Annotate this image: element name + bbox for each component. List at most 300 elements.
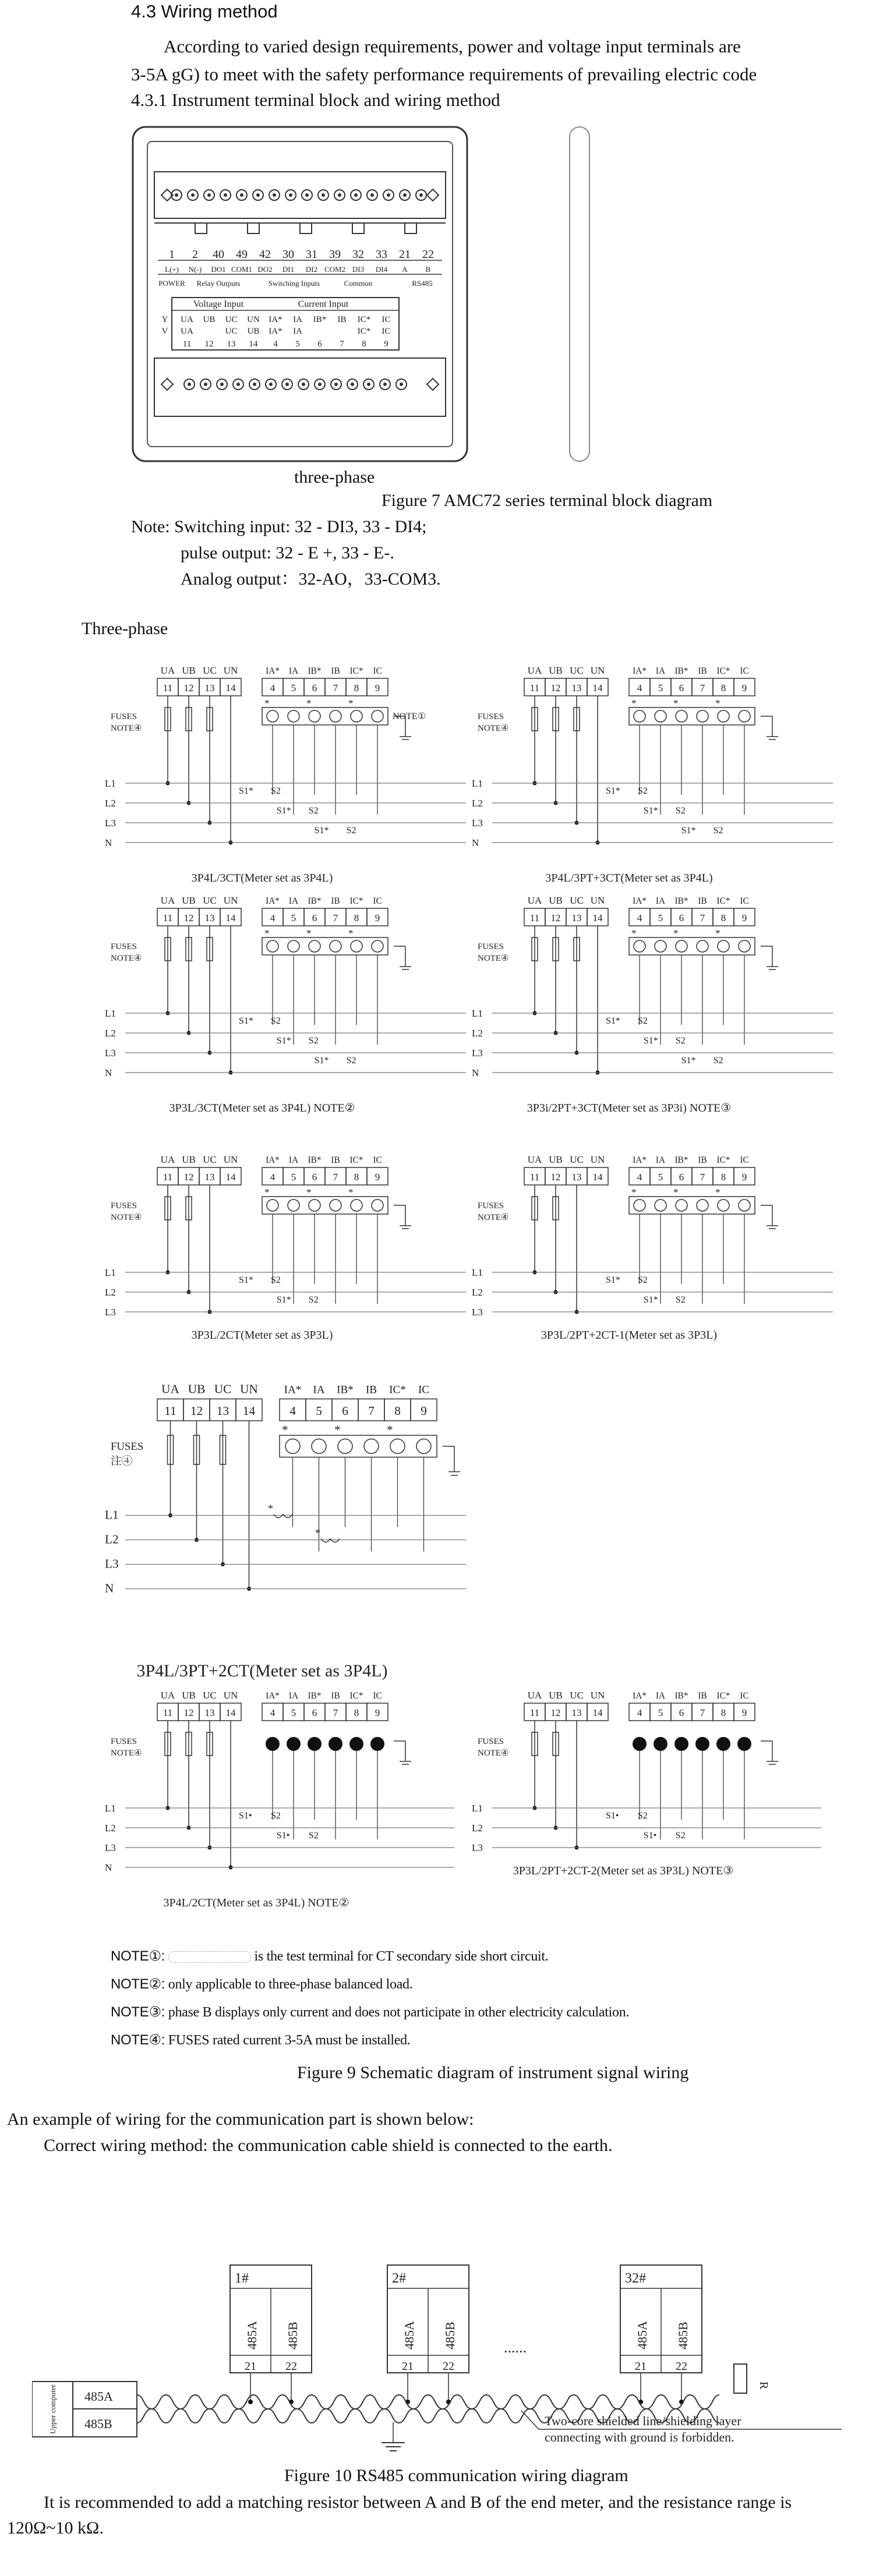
terminal-number: 33 [376, 248, 387, 261]
meter-terminal-b: 22 [285, 2360, 297, 2373]
voltage-terminal-number: 11 [529, 682, 540, 693]
terminal-screw-dot-icon [351, 383, 354, 386]
test-terminal-icon [351, 1199, 362, 1211]
polarity-mark: * [631, 1187, 637, 1198]
terminal-group-label: Relay Outputs [196, 279, 241, 288]
current-terminal-label: IC [373, 1155, 382, 1165]
terminal-number: 21 [399, 248, 411, 261]
current-terminal-label: IB [365, 1383, 377, 1396]
current-terminal-label: IA* [266, 666, 280, 676]
current-terminal-number: 4 [637, 682, 642, 693]
test-terminal-icon [309, 1199, 320, 1211]
terminal-number: 49 [236, 248, 248, 261]
test-terminal-icon [718, 940, 729, 952]
ct-s1-label: S1* [239, 786, 253, 796]
current-terminal-label: IC* [389, 1383, 406, 1396]
voltage-terminal-label: UC [203, 1154, 217, 1165]
current-terminal-label: IA [655, 666, 666, 676]
current-terminal-label: IA [288, 1155, 299, 1165]
polarity-mark: * [315, 1527, 320, 1539]
terminal-label: DO2 [257, 265, 273, 274]
voltage-terminal-label: UC [203, 1690, 217, 1701]
shield-note-line-2: connecting with ground is forbidden. [545, 2430, 734, 2444]
terminal-screw-dot-icon [224, 193, 227, 197]
schematic-caption: 3P3i/2PT+3CT(Meter set as 3P3i) NOTE③ [527, 1102, 732, 1114]
terminal-label: DO1 [211, 265, 226, 274]
test-terminal-strip [262, 707, 388, 725]
test-terminal-icon [676, 940, 687, 952]
terminal-screw-dot-icon [256, 193, 260, 197]
current-terminal-label: IC [373, 1691, 382, 1701]
terminal-label: COM2 [324, 265, 346, 274]
polarity-mark: * [348, 1187, 354, 1198]
current-terminal-label: IA* [633, 896, 647, 906]
current-terminal-label: IB* [674, 1155, 688, 1165]
terminal-number: 30 [282, 248, 294, 261]
terminal-screw-dot-icon [322, 193, 325, 197]
test-terminal-icon [330, 1199, 341, 1211]
test-terminal-icon [697, 1199, 708, 1211]
fig9-caption: Figure 9 Schematic diagram of instrument signal wiring [297, 2063, 689, 2082]
fuses-label: FUSES [111, 1201, 137, 1211]
voltage-terminal-number: 14 [592, 682, 603, 693]
terminal-dot-icon [349, 1737, 363, 1751]
polarity-mark: * [306, 928, 312, 939]
voltage-terminal-label: UC [203, 665, 217, 676]
current-terminal-label: IA* [633, 1155, 647, 1165]
terminal-dot-icon [287, 1737, 301, 1751]
test-terminal-icon [372, 710, 383, 722]
fuses-label: FUSES [111, 1737, 137, 1746]
terminal-number: 1 [169, 248, 175, 261]
voltage-terminal-label: UA [160, 665, 175, 676]
fig7-caption: Figure 7 AMC72 series terminal block diagram [382, 491, 713, 510]
voltage-terminal-number: 12 [550, 1172, 561, 1183]
upper-computer-label: Upper computer [48, 2384, 57, 2434]
terminal-screw-dot-icon [354, 193, 358, 197]
ct-s1-label: S1* [606, 1275, 620, 1285]
current-terminal-label: IA [288, 896, 299, 906]
terminal-label: L(+) [165, 265, 179, 274]
meter-port-b: 485B [676, 2322, 690, 2349]
wiring-schematic-1 [99, 661, 472, 885]
phase-line-label: N [472, 837, 479, 848]
terminal-dot-icon [266, 1737, 280, 1751]
test-terminal-icon [285, 1439, 300, 1453]
test-terminal-icon [267, 710, 278, 722]
test-terminal-icon [351, 940, 362, 952]
meter-port-b: 485B [285, 2322, 300, 2349]
terminal-dot-icon [716, 1737, 730, 1751]
terminal-dot-icon [737, 1737, 751, 1751]
test-terminal-icon [372, 1199, 383, 1211]
current-terminal-number: 9 [421, 1404, 427, 1418]
voltage-terminal-label: UA [160, 1154, 175, 1165]
terminal-row-y: IC [382, 315, 391, 324]
voltage-terminal-label: UN [590, 1690, 605, 1701]
ct-s2-label: S2 [638, 786, 648, 796]
wiring-schematic-9 [466, 1686, 827, 1878]
current-terminal-number: 4 [637, 1172, 642, 1183]
terminal-dot-icon [695, 1737, 709, 1751]
current-terminal-number: 7 [700, 1172, 705, 1183]
terminal-row-y: IB [337, 315, 347, 324]
phase-line-label: L3 [105, 1307, 116, 1318]
voltage-terminal-number: 11 [163, 1707, 173, 1718]
current-terminal-number: 8 [394, 1404, 401, 1418]
voltage-terminal-number: 11 [529, 912, 540, 923]
test-terminal-icon [288, 710, 299, 722]
resistor-line-2: 120Ω~10 kΩ. [7, 2518, 104, 2538]
voltage-terminal-number: 12 [550, 1707, 561, 1718]
voltage-terminal-number: 12 [183, 1707, 194, 1718]
terminal-screw-dot-icon [253, 383, 256, 386]
current-terminal-label: IA [655, 896, 666, 906]
ct-s1-label: S1* [681, 1056, 696, 1066]
test-terminal-icon [351, 710, 362, 722]
ct-coil-icon [321, 1539, 340, 1542]
ct-s1-label: S1* [239, 1016, 253, 1026]
ct-s1-label: S1* [314, 1056, 329, 1066]
voltage-terminal-number: 11 [529, 1172, 540, 1183]
phase-line-label: L1 [105, 1267, 116, 1278]
polarity-mark: * [268, 1502, 273, 1515]
current-terminal-number: 9 [375, 912, 380, 923]
terminal-row-y: IC* [357, 315, 371, 324]
current-terminal-label: IC* [716, 666, 730, 676]
voltage-terminal-number: 14 [225, 682, 236, 693]
test-terminal-icon [718, 1199, 729, 1211]
voltage-terminal-label: UN [223, 895, 238, 906]
terminal-number: 31 [306, 248, 317, 261]
terminal-screw-dot-icon [175, 193, 178, 197]
terminal-screw-dot-icon [387, 193, 390, 197]
ct-s1-label: S1* [643, 806, 658, 816]
fig7-sub-caption: three-phase [294, 468, 375, 487]
current-terminal-number: 8 [720, 682, 726, 693]
current-terminal-number: 5 [316, 1404, 322, 1418]
current-terminal-number: 5 [658, 1172, 663, 1183]
section-title: 4.3 Wiring method [131, 1, 278, 22]
terminal-tab [195, 223, 207, 233]
current-terminal-label: IB [698, 896, 707, 906]
fuses-note-label: NOTE④ [111, 1213, 142, 1222]
terminal-bottom-number: 9 [384, 339, 388, 349]
terminal-screw-dot-icon [419, 193, 423, 197]
voltage-terminal-number: 12 [183, 1172, 194, 1183]
terminal-screw-dot-icon [269, 383, 273, 386]
fuses-label: FUSES [478, 712, 504, 721]
ellipsis-label: ...... [504, 2339, 527, 2356]
ct-s1-label: S1* [276, 1036, 291, 1046]
test-terminal-icon [330, 710, 341, 722]
voltage-terminal-label: UA [527, 895, 542, 906]
current-terminal-label: IB [331, 896, 340, 906]
voltage-terminal-number: 13 [204, 912, 215, 923]
voltage-terminal-number: 12 [550, 912, 561, 923]
test-terminal-icon [309, 710, 320, 722]
schematic-caption: 3P4L/3PT+3CT(Meter set as 3P4L) [545, 872, 713, 884]
schematic-caption: 3P4L/3PT+2CT(Meter set as 3P4L) [136, 1661, 388, 1680]
current-terminal-label: IC [740, 666, 749, 676]
current-terminal-number: 6 [679, 912, 684, 923]
voltage-terminal-number: 14 [592, 1707, 603, 1718]
voltage-terminal-label: UA [160, 895, 175, 906]
voltage-terminal-number: 13 [204, 682, 215, 693]
voltage-terminal-label: UA [161, 1382, 179, 1396]
ct-s1-label: S1• [239, 1811, 252, 1821]
test-terminal-icon [634, 1199, 645, 1211]
current-terminal-label: IA* [284, 1383, 302, 1396]
terminal-bottom-number: 11 [182, 339, 192, 349]
current-terminal-label: IC* [349, 896, 363, 906]
fuses-note-label: NOTE④ [111, 724, 142, 733]
voltage-terminal-number: 13 [216, 1404, 229, 1418]
wiring-schematic-7 [99, 1377, 472, 1680]
voltage-terminal-number: 13 [204, 1172, 215, 1183]
voltage-terminal-number: 12 [190, 1404, 203, 1418]
ct-s2-label: S2 [638, 1811, 648, 1821]
phase-line-label: L3 [105, 818, 116, 829]
phase-line-label: L2 [105, 1287, 116, 1298]
terminal-label: A [402, 265, 408, 274]
wiring-schematic-6 [466, 1150, 839, 1342]
fuses-label: FUSES [111, 942, 137, 951]
ct-s1-label: S1• [643, 1831, 657, 1841]
ct-s2-label: S2 [675, 1831, 686, 1841]
terminal-group-label: POWER [158, 279, 185, 288]
phase-line-label: L2 [472, 798, 483, 809]
polarity-mark: * [264, 698, 270, 709]
voltage-terminal-number: 11 [163, 1172, 173, 1183]
current-terminal-label: IB [331, 666, 340, 676]
current-terminal-number: 5 [658, 1707, 663, 1718]
voltage-terminal-number: 11 [163, 682, 173, 693]
phase-line-label: L1 [472, 1267, 483, 1278]
terminal-bottom-number: 5 [295, 339, 300, 349]
current-terminal-number: 8 [354, 682, 359, 693]
current-terminal-label: IB* [674, 666, 688, 676]
voltage-terminal-label: UN [590, 665, 605, 676]
voltage-terminal-label: UA [527, 1690, 542, 1701]
current-terminal-number: 6 [312, 682, 317, 693]
terminal-label: DI2 [305, 265, 318, 274]
current-terminal-label: IC* [349, 1155, 363, 1165]
ct-s2-label: S2 [346, 826, 356, 836]
voltage-input-header: Voltage Input [193, 299, 244, 309]
terminal-row-v: IC [382, 327, 391, 336]
current-terminal-number: 9 [741, 682, 747, 693]
voltage-terminal-number: 11 [529, 1707, 540, 1718]
voltage-terminal-number: 13 [571, 1707, 582, 1718]
voltage-terminal-number: 11 [164, 1404, 176, 1418]
voltage-terminal-number: 12 [183, 682, 194, 693]
junction-dot [248, 2400, 253, 2404]
current-terminal-label: IA* [633, 666, 647, 676]
voltage-terminal-label: UA [527, 1154, 542, 1165]
terminal-bottom-number: 8 [362, 339, 366, 349]
terminal-dot-icon [654, 1737, 667, 1751]
note-1 [111, 1945, 548, 1968]
current-terminal-label: IB [698, 1691, 707, 1701]
meter-id: 1# [235, 2271, 249, 2286]
terminal-number: 2 [192, 248, 198, 261]
terminal-row-y: Y [161, 315, 168, 324]
fuses-note-label: NOTE④ [111, 954, 142, 963]
meter-port-b: 485B [443, 2322, 457, 2349]
current-terminal-number: 5 [658, 912, 663, 923]
current-terminal-label: IC* [716, 1691, 730, 1701]
test-terminal-icon [267, 1199, 278, 1211]
note-4-text: FUSES rated current 3-5A must be installed. [168, 2033, 411, 2048]
voltage-terminal-label: UB [182, 895, 196, 906]
intro-line-2: 3-5A gG) to meet with the safety performance requirements of prevailing electric code [131, 64, 757, 84]
terminal-screw-dot-icon [400, 383, 403, 386]
test-terminal-strip [262, 1197, 388, 1214]
test-terminal-icon [697, 940, 708, 952]
polarity-mark: * [673, 928, 679, 939]
current-terminal-label: IA [288, 666, 299, 676]
test-terminal-icon [309, 940, 320, 952]
current-terminal-number: 6 [342, 1404, 348, 1418]
polarity-mark: * [631, 928, 637, 939]
meter-terminal-a: 21 [245, 2360, 256, 2373]
current-terminal-number: 8 [354, 1172, 359, 1183]
terminal-bottom-number: 4 [273, 339, 278, 349]
polarity-mark: * [348, 698, 354, 709]
test-terminal-icon [676, 1199, 687, 1211]
phase-line-label: N [105, 1581, 114, 1595]
current-terminal-number: 7 [700, 682, 705, 693]
test-terminal-icon [718, 710, 729, 722]
ct-s1-label: S1* [643, 1295, 658, 1305]
terminal-row-y: UA [181, 315, 193, 324]
test-terminal-icon [739, 710, 750, 722]
voltage-terminal-number: 11 [163, 912, 173, 923]
terminal-dot-icon [633, 1737, 647, 1751]
terminal-screw-dot-icon [240, 193, 243, 197]
test-terminal-strip [262, 937, 388, 955]
current-terminal-label: IC* [716, 896, 730, 906]
ct-s1-label: S1* [314, 826, 329, 836]
schematic-caption: 3P3L/2PT+2CT-2(Meter set as 3P3L) NOTE③ [513, 1864, 734, 1877]
phase-line-label: L1 [472, 1803, 483, 1814]
ct-s2-label: S2 [713, 826, 723, 836]
ct-s2-label: S2 [271, 1016, 281, 1026]
fuses-label: FUSES [111, 712, 137, 721]
terminal-row-v: IA* [269, 327, 282, 336]
polarity-mark: * [334, 1423, 341, 1437]
current-terminal-number: 5 [291, 1707, 296, 1718]
meter-port-a: 485A [245, 2321, 259, 2349]
voltage-terminal-number: 13 [571, 1172, 582, 1183]
ct-s1-label: S1* [239, 1275, 253, 1285]
voltage-terminal-number: 14 [225, 912, 236, 923]
voltage-terminal-label: UB [182, 665, 196, 676]
phase-line-label: L2 [105, 1028, 116, 1039]
terminal-label: DI3 [352, 265, 365, 274]
test-terminal-icon [330, 940, 341, 952]
ct-s2-label: S2 [675, 806, 686, 816]
wiring-schematic-8 [99, 1686, 460, 1910]
test-terminal-icon [372, 940, 383, 952]
voltage-terminal-label: UN [590, 1154, 605, 1165]
test-terminal-icon [655, 940, 666, 952]
ct-s2-label: S2 [308, 1036, 319, 1046]
wiring-schematic-4 [466, 891, 839, 1115]
test-terminal-icon [655, 1199, 666, 1211]
current-terminal-number: 6 [312, 1707, 317, 1718]
resistor-line-1: It is recommended to add a matching resistor between A and B of the end meter, and the resistance range is [44, 2493, 792, 2512]
comm-correct: Correct wiring method: the communication cable shield is connected to the earth. [44, 2136, 613, 2155]
ct-s1-label: S1* [681, 826, 696, 836]
terminal-dot-icon [329, 1737, 342, 1751]
meter-terminal-b: 22 [443, 2360, 454, 2373]
comm-intro: An example of wiring for the communication part is shown below: [7, 2110, 474, 2129]
current-terminal-label: IC* [349, 666, 363, 676]
fuses-label: FUSES [478, 1737, 504, 1746]
terminal-screw-dot-icon [207, 193, 211, 197]
fuses-note-label: NOTE④ [478, 954, 509, 963]
terminal-screw-dot-icon [370, 193, 374, 197]
terminal-row-y: IA* [269, 315, 282, 324]
note-2 [111, 1973, 412, 1996]
polarity-mark: * [306, 1187, 312, 1198]
phase-line-label: L1 [105, 1803, 116, 1814]
current-terminal-label: IB* [308, 896, 322, 906]
fuses-label: FUSES [111, 1441, 144, 1453]
phase-line-label: L3 [472, 818, 483, 829]
voltage-terminal-number: 14 [592, 912, 603, 923]
current-terminal-number: 4 [289, 1404, 296, 1418]
phase-line-label: L1 [472, 778, 483, 789]
voltage-terminal-label: UA [160, 1690, 175, 1701]
test-terminal-icon [312, 1439, 326, 1453]
ct-s2-label: S2 [713, 1056, 723, 1066]
ct-s1-label: S1* [643, 1036, 658, 1046]
ct-s2-label: S2 [346, 1056, 356, 1066]
current-terminal-number: 7 [368, 1404, 375, 1418]
voltage-terminal-number: 14 [592, 1172, 603, 1183]
meter-id: 2# [392, 2271, 406, 2286]
test-terminal-icon [634, 940, 645, 952]
current-terminal-label: IC [740, 896, 749, 906]
terminal-label: DI1 [282, 265, 295, 274]
voltage-terminal-number: 13 [571, 682, 582, 693]
voltage-terminal-label: UB [182, 1154, 196, 1165]
ct-s2-label: S2 [638, 1016, 648, 1026]
current-terminal-label: IA [313, 1383, 325, 1396]
current-terminal-number: 8 [354, 912, 359, 923]
phase-line-label: L2 [105, 798, 116, 809]
current-terminal-label: IA* [266, 1155, 280, 1165]
voltage-terminal-label: UC [570, 895, 584, 906]
note-4 [111, 2029, 410, 2052]
ct-s1-label: S1* [276, 806, 291, 816]
note-4-label: NOTE④: [111, 2032, 165, 2048]
phase-line-label: N [105, 1067, 112, 1078]
phase-line-label: L2 [472, 1823, 483, 1834]
polarity-mark: * [673, 1187, 679, 1198]
terminal-screw-dot-icon [403, 193, 407, 197]
current-terminal-number: 6 [679, 682, 684, 693]
fuses-note-label: NOTE④ [478, 1749, 509, 1758]
note-2-label: NOTE②: [111, 1976, 165, 1992]
test-terminal-strip [280, 1435, 437, 1457]
voltage-terminal-label: UC [570, 1154, 584, 1165]
voltage-terminal-label: UC [203, 895, 217, 906]
terminal-row-y: IB* [313, 315, 327, 324]
